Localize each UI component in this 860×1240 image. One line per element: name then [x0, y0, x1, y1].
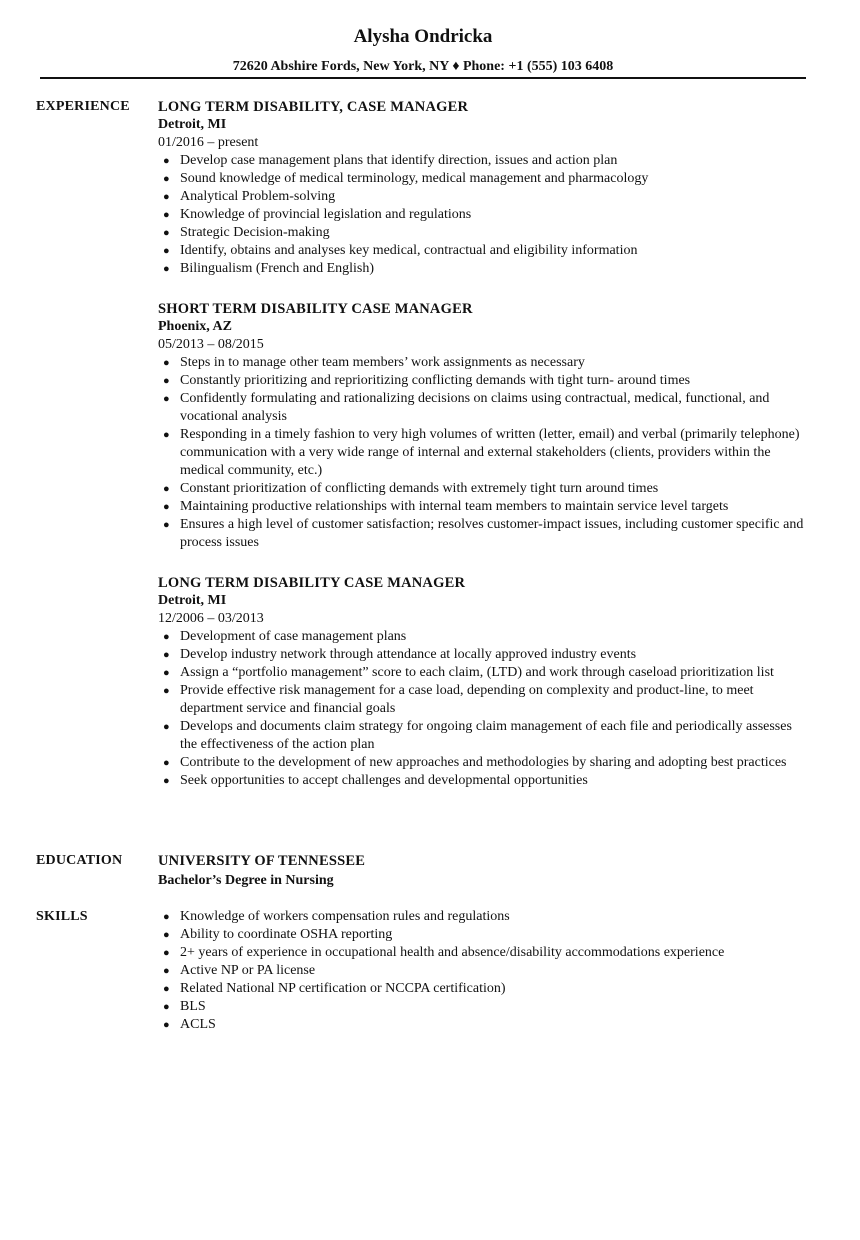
list-item: ● Related National NP certification or NCCPA certification): [163, 981, 506, 996]
job-location: Detroit, MI: [158, 117, 227, 132]
list-item: ● Provide effective risk management for a case load, depending on complexity and product-line, to meet department service and financial goals: [163, 683, 754, 716]
list-item: ● ACLS: [163, 1017, 216, 1032]
list-item: ● Active NP or PA license: [163, 963, 316, 978]
list-item: ● Constant prioritization of conflicting demands with extremely tight turn around times: [163, 481, 659, 496]
list-item: ● Maintaining productive relationships with internal team members to maintain service level targets: [163, 499, 729, 514]
list-item: ● Constantly prioritizing and reprioritizing conflicting demands with tight turn- around times: [163, 373, 691, 388]
job-dates: 12/2006 – 03/2013: [158, 611, 264, 626]
header-divider: [40, 77, 806, 79]
bullet-icon: ●: [163, 191, 170, 203]
bullet-icon: ●: [163, 245, 170, 257]
bullet-icon: ●: [163, 173, 170, 185]
bullet-icon: ●: [163, 357, 170, 369]
job-title: SHORT TERM DISABILITY CASE MANAGER: [158, 301, 473, 317]
bullet-icon: ●: [163, 375, 170, 387]
job-location: Phoenix, AZ: [158, 319, 232, 334]
job-entry: [158, 300, 810, 552]
bullet-icon: ●: [163, 631, 170, 643]
bullet-icon: ●: [163, 1019, 170, 1031]
skills-list: [158, 908, 810, 1034]
experience-heading: EXPERIENCE: [36, 99, 130, 114]
bullet-icon: ●: [163, 685, 170, 697]
bullet-icon: ●: [163, 983, 170, 995]
list-item: ● Ability to coordinate OSHA reporting: [163, 927, 393, 942]
list-item: ● Knowledge of provincial legislation and regulations: [163, 207, 472, 222]
bullet-icon: ●: [163, 775, 170, 787]
job-entry: [158, 574, 810, 790]
list-item: ● Develop case management plans that identify direction, issues and action plan: [163, 153, 618, 168]
school-name: UNIVERSITY OF TENNESSEE: [158, 853, 366, 869]
job-bullets: [158, 354, 810, 552]
bullet-icon: ●: [163, 1001, 170, 1013]
bullet-icon: ●: [163, 429, 170, 441]
contact-line: 72620 Abshire Fords, New York, NY ♦ Phone: +1 (555) 103 6408: [232, 59, 614, 74]
list-item: ● Assign a “portfolio management” score to each claim, (LTD) and work through caseload prioritization list: [163, 665, 774, 680]
list-item: ● Develop industry network through attendance at locally approved industry events: [163, 647, 637, 662]
list-item: ● Seek opportunities to accept challenges and developmental opportunities: [163, 773, 588, 788]
bullet-icon: ●: [163, 721, 170, 733]
list-item: ● Confidently formulating and rationalizing decisions on claims using contractual, medical, functional, and vocational analysis: [163, 391, 770, 424]
list-item: ● Knowledge of workers compensation rules and regulations: [163, 909, 510, 924]
list-item: ● Identify, obtains and analyses key medical, contractual and eligibility information: [163, 243, 638, 258]
job-bullets: [158, 152, 810, 278]
list-item: ● Analytical Problem-solving: [163, 189, 336, 204]
list-item: ● Strategic Decision-making: [163, 225, 330, 240]
list-item: ● Responding in a timely fashion to very high volumes of written (letter, email) and verbal (primarily telephone) communication with a very wide range of internal and external stakeholders (clients, providers within the medical community, etc.): [163, 427, 800, 478]
bullet-icon: ●: [163, 519, 170, 531]
bullet-icon: ●: [163, 393, 170, 405]
job-title: LONG TERM DISABILITY, CASE MANAGER: [158, 99, 469, 115]
list-item: ● Sound knowledge of medical terminology, medical management and pharmacology: [163, 171, 649, 186]
list-item: ● Bilingualism (French and English): [163, 261, 375, 276]
bullet-icon: ●: [163, 911, 170, 923]
list-item: ● Development of case management plans: [163, 629, 407, 644]
bullet-icon: ●: [163, 209, 170, 221]
job-entry: [158, 98, 810, 278]
candidate-name: Alysha Ondricka: [353, 26, 493, 47]
skills-heading: SKILLS: [36, 909, 88, 924]
list-item: ● Contribute to the development of new approaches and methodologies by sharing and adopting best practices: [163, 755, 787, 770]
bullet-icon: ●: [163, 227, 170, 239]
bullet-icon: ●: [163, 649, 170, 661]
job-bullets: [158, 628, 810, 790]
bullet-icon: ●: [163, 483, 170, 495]
bullet-icon: ●: [163, 263, 170, 275]
job-dates: 05/2013 – 08/2015: [158, 337, 264, 352]
education-heading: EDUCATION: [36, 853, 123, 868]
list-item: ● Develops and documents claim strategy for ongoing claim management of each file and periodically assesses the effectiveness of the action plan: [163, 719, 792, 752]
bullet-icon: ●: [163, 155, 170, 167]
list-item: ● Steps in to manage other team members’ work assignments as necessary: [163, 355, 585, 370]
job-title: LONG TERM DISABILITY CASE MANAGER: [158, 575, 466, 591]
skills-bullets: [158, 908, 810, 1034]
bullet-icon: ●: [163, 501, 170, 513]
list-item: ● 2+ years of experience in occupational health and absence/disability accommodations experience: [163, 945, 725, 960]
bullet-icon: ●: [163, 757, 170, 769]
list-item: ● Ensures a high level of customer satisfaction; resolves customer-impact issues, including customer specific and process issues: [163, 517, 804, 550]
bullet-icon: ●: [163, 965, 170, 977]
bullet-icon: ●: [163, 929, 170, 941]
list-item: ● BLS: [163, 999, 206, 1014]
job-location: Detroit, MI: [158, 593, 227, 608]
bullet-icon: ●: [163, 667, 170, 679]
degree: Bachelor’s Degree in Nursing: [158, 873, 334, 888]
job-dates: 01/2016 – present: [158, 135, 259, 150]
education-entry: [158, 852, 810, 890]
bullet-icon: ●: [163, 947, 170, 959]
